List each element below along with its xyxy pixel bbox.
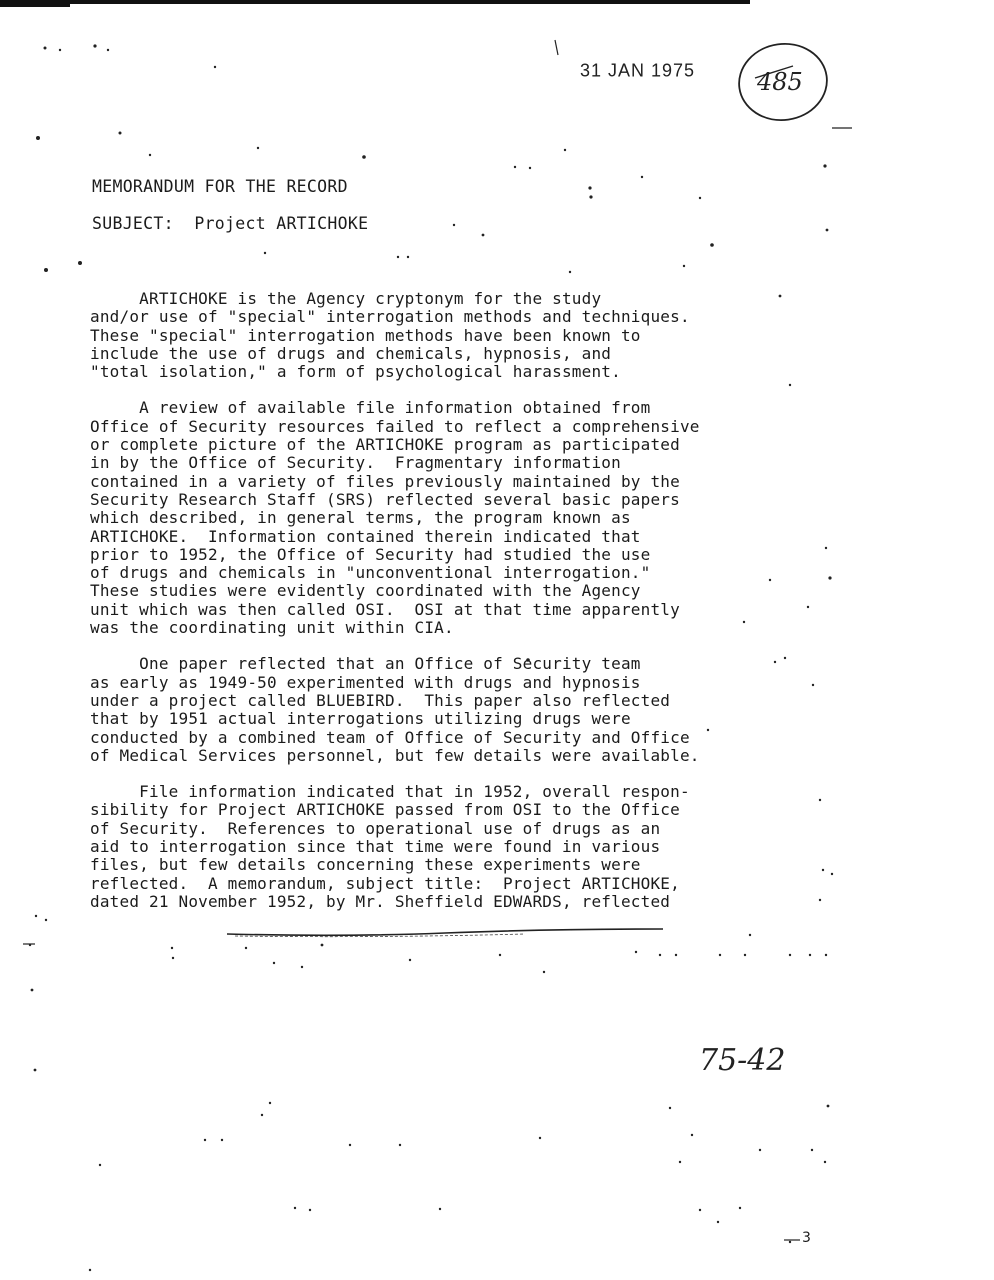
- text-line: One paper reflected that an Office of Security team: [90, 654, 641, 674]
- text-line: that by 1951 actual interrogations utilizing drugs were: [90, 709, 631, 729]
- page-mark: 3: [802, 1230, 811, 1246]
- text-line: aid to interrogation since that time were found in various: [90, 837, 661, 857]
- text-line: Office of Security resources failed to reflect a comprehensive: [90, 416, 700, 436]
- subject-line: [92, 214, 368, 233]
- text-line: reflected. A memorandum, subject title: Project ARTICHOKE,: [90, 873, 680, 893]
- text-line: ARTICHOKE. Information contained therein indicated that: [90, 526, 641, 546]
- memo-body: [90, 290, 810, 929]
- paragraph-4: [90, 783, 810, 911]
- text-line: and/or use of "special" interrogation methods and techniques.: [90, 307, 690, 327]
- handwritten-number-annotation: [695, 1040, 825, 1080]
- paragraph-2: [90, 399, 810, 637]
- text-line: or complete picture of the ARTICHOKE program as participated: [90, 435, 680, 455]
- text-line: of drugs and chemicals in "unconventional interrogation.": [90, 563, 651, 583]
- paragraph-3: [90, 655, 810, 765]
- text-line: conducted by a combined team of Office of Security and Office: [90, 727, 690, 747]
- text-line: Security Research Staff (SRS) reflected several basic papers: [90, 489, 680, 509]
- text-line: of Security. References to operational use of drugs as an: [90, 818, 661, 838]
- text-line: prior to 1952, the Office of Security had studied the use: [90, 544, 651, 564]
- handwritten-number-text: 75-42: [699, 1043, 786, 1078]
- circled-number-text: 485: [757, 68, 803, 96]
- text-line: sibility for Project ARTICHOKE passed from OSI to the Office: [90, 800, 680, 820]
- text-line: as early as 1949-50 experimented with drugs and hypnosis: [90, 672, 641, 692]
- subject-value: Project ARTICHOKE: [194, 214, 369, 233]
- subject-label: SUBJECT:: [92, 214, 174, 233]
- text-line: include the use of drugs and chemicals, hypnosis, and: [90, 343, 612, 363]
- date-stamp: 31 JAN 1975: [580, 59, 696, 81]
- circled-number-annotation: [735, 40, 831, 124]
- memo-title: MEMORANDUM FOR THE RECORD: [92, 177, 348, 196]
- text-line: was the coordinating unit within CIA.: [90, 618, 454, 638]
- text-line: under a project called BLUEBIRD. This paper also reflected: [90, 690, 671, 710]
- text-line: contained in a variety of files previously maintained by the: [90, 471, 680, 491]
- text-line: A review of available file information obtained from: [90, 398, 651, 418]
- text-line: which described, in general terms, the program known as: [90, 508, 631, 528]
- text-line: These "special" interrogation methods have been known to: [90, 325, 641, 345]
- text-line: ARTICHOKE is the Agency cryptonym for the study: [90, 289, 602, 308]
- text-line: in by the Office of Security. Fragmentary information: [90, 453, 621, 473]
- text-line: of Medical Services personnel, but few details were available.: [90, 745, 700, 765]
- text-line: File information indicated that in 1952, overall respon-: [90, 782, 690, 802]
- text-line: "total isolation," a form of psychological harassment.: [90, 362, 621, 382]
- text-line: files, but few details concerning these experiments were: [90, 855, 641, 875]
- text-line: unit which was then called OSI. OSI at that time apparently: [90, 599, 680, 619]
- paragraph-1: [90, 290, 810, 381]
- text-line: These studies were evidently coordinated with the Agency: [90, 581, 641, 601]
- underline-ink-stroke: [225, 925, 665, 939]
- text-line: dated 21 November 1952, by Mr. Sheffield EDWARDS, reflected: [90, 891, 671, 911]
